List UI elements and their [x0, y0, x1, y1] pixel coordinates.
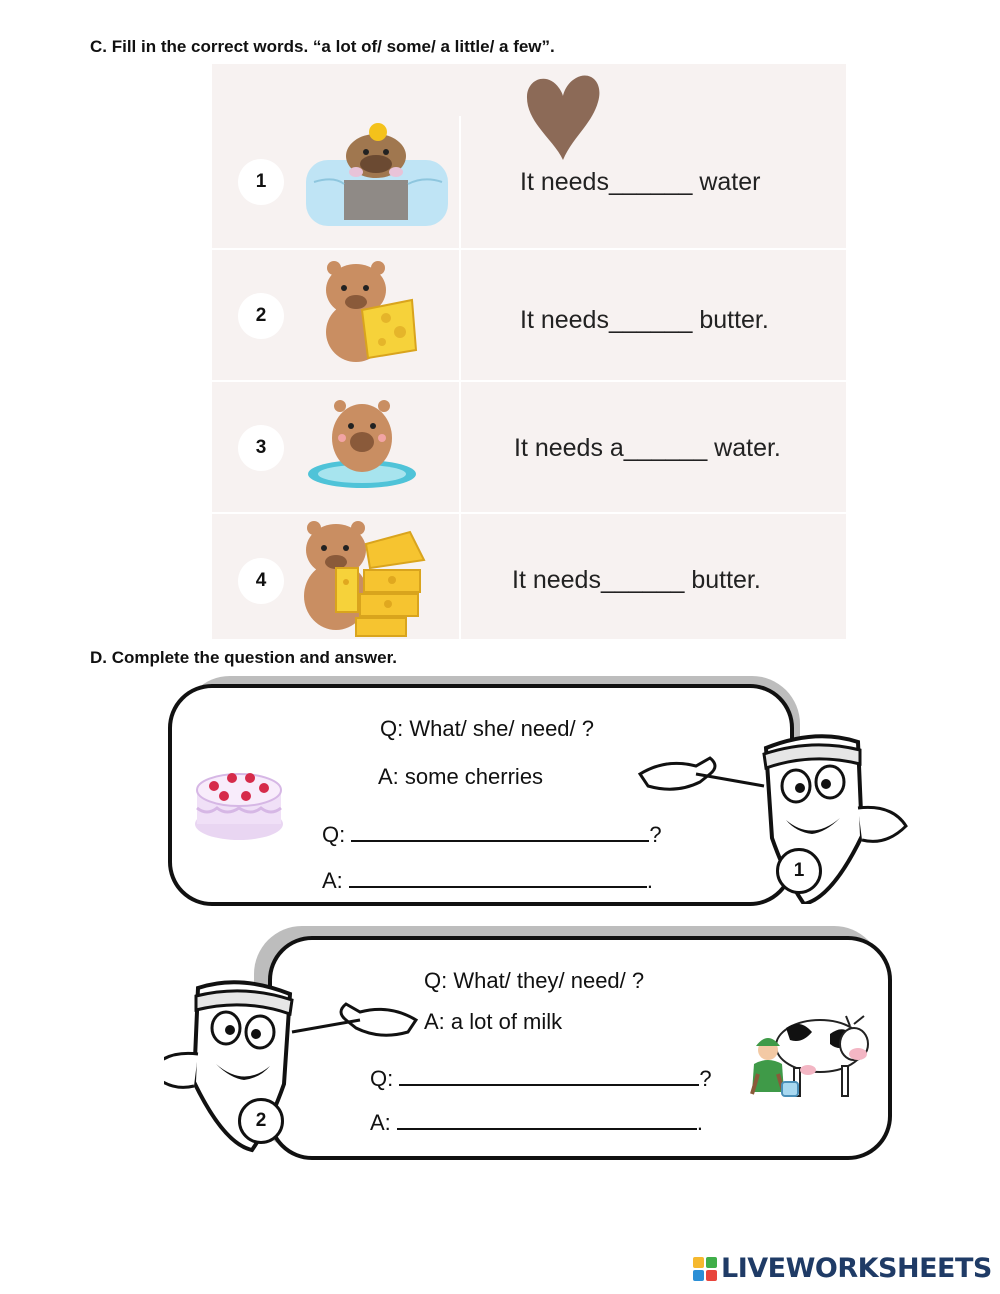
answer-prompt-1: A: some cherries	[378, 764, 544, 789]
pencil-mascot-icon	[636, 728, 910, 904]
a-label: A:	[322, 868, 343, 893]
a-end: .	[696, 1110, 704, 1135]
question-blank-2[interactable]	[399, 1064, 699, 1086]
row-number: 1	[238, 159, 284, 205]
sentence-4: It needs______ butter.	[512, 566, 761, 594]
section-d-heading: D. Complete the question and answer.	[90, 648, 397, 667]
table-row	[212, 380, 846, 514]
q-label: Q:	[322, 822, 346, 847]
question-line-1	[322, 820, 662, 848]
question-prompt-1: Q: What/ she/ need/ ?	[380, 716, 595, 741]
capybara-with-cheese-icon	[320, 260, 420, 364]
answer-blank-1[interactable]	[349, 866, 647, 888]
a-end: .	[646, 868, 654, 893]
logo-text: LIVEWORKSHEETS	[721, 1253, 992, 1284]
liveworksheets-logo	[693, 1253, 992, 1284]
row-number: 3	[238, 425, 284, 471]
fill-in-table	[212, 64, 846, 639]
capybara-with-cheese-stack-icon	[300, 520, 430, 638]
question-prompt-2: Q: What/ they/ need/ ?	[424, 968, 645, 993]
table-row	[212, 512, 846, 644]
section-c-heading: C. Fill in the correct words. “a lot of/ some/ a little/ a few”.	[90, 37, 555, 56]
answer-line-2	[370, 1108, 703, 1136]
sentence-2: It needs______ butter.	[520, 306, 769, 334]
bubble-number-2: 2	[238, 1098, 284, 1144]
q-end: ?	[649, 822, 662, 847]
question-line-2	[370, 1064, 712, 1092]
answer-blank-2[interactable]	[397, 1108, 697, 1130]
sentence-3: It needs a______ water.	[514, 434, 781, 462]
sentence-1: It needs______ water	[520, 168, 761, 196]
logo-mark-icon	[693, 1257, 717, 1281]
question-blank-1[interactable]	[351, 820, 649, 842]
a-label: A:	[370, 1110, 391, 1135]
q-end: ?	[699, 1066, 712, 1091]
cherry-cake-icon	[192, 766, 286, 842]
farmer-milking-cow-icon	[750, 1004, 876, 1102]
row-number: 2	[238, 293, 284, 339]
q-label: Q:	[370, 1066, 394, 1091]
table-row	[212, 116, 846, 250]
bubble-number-1: 1	[776, 848, 822, 894]
table-row	[212, 248, 846, 382]
answer-prompt-2: A: a lot of milk	[424, 1009, 563, 1034]
capybara-in-pond-icon	[306, 398, 418, 492]
capybara-in-water-icon	[304, 120, 450, 230]
row-number: 4	[238, 558, 284, 604]
answer-line-1	[322, 866, 653, 894]
